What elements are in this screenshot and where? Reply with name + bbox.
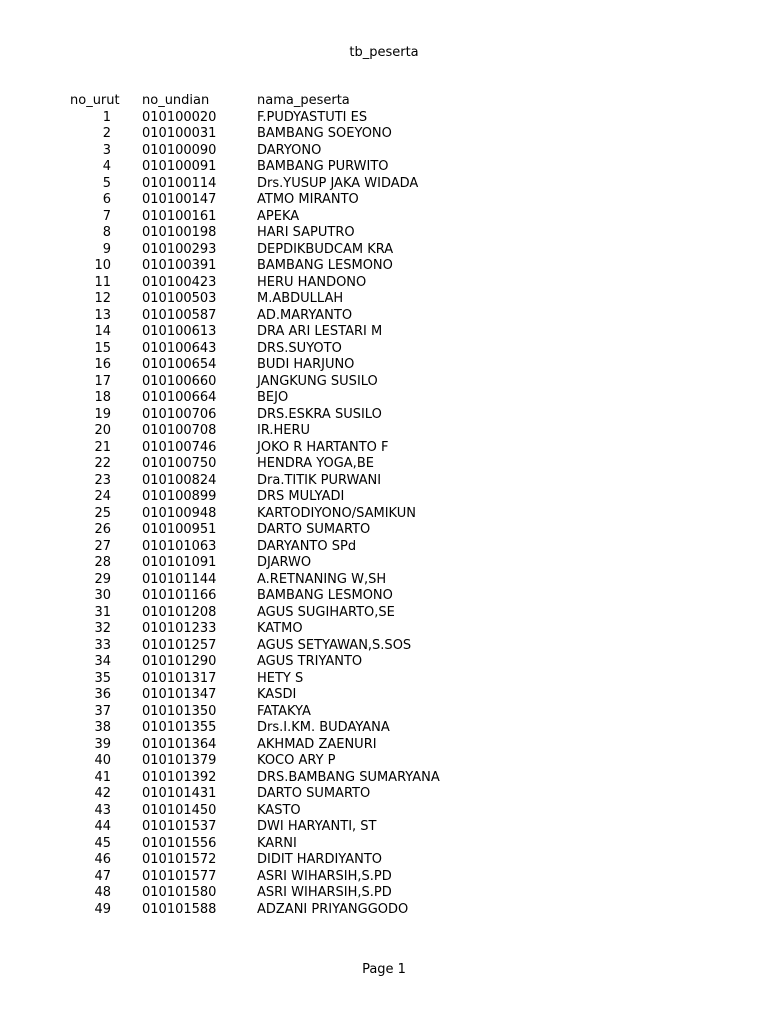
cell-nama-peserta: DARTO SUMARTO	[257, 786, 371, 801]
cell-no-undian: 010100198	[142, 225, 217, 240]
cell-nama-peserta: BAMBANG SOEYONO	[257, 126, 392, 141]
cell-nama-peserta: Drs.I.KM. BUDAYANA	[257, 720, 390, 735]
cell-nama-peserta: DARTO SUMARTO	[257, 522, 371, 537]
cell-no-urut: 26	[94, 522, 111, 537]
cell-nama-peserta: HARI SAPUTRO	[257, 225, 355, 240]
cell-no-urut: 12	[94, 291, 111, 306]
cell-no-undian: 010100750	[142, 456, 217, 471]
cell-no-undian: 010100664	[142, 390, 217, 405]
cell-no-undian: 010101144	[142, 571, 217, 587]
cell-nama-peserta: KASDI	[257, 687, 297, 702]
table-row	[0, 110, 768, 127]
cell-no-undian: 010101350	[142, 703, 217, 719]
cell-no-urut: 40	[94, 753, 111, 768]
cell-no-undian: 010100951	[142, 522, 217, 537]
cell-no-urut: 13	[94, 307, 111, 323]
cell-no-urut: 36	[94, 687, 111, 702]
table-row	[0, 803, 768, 820]
cell-no-urut: 27	[94, 538, 111, 554]
cell-no-urut: 4	[102, 159, 111, 174]
cell-nama-peserta: DRS.ESKRA SUSILO	[257, 406, 382, 422]
cell-no-urut: 42	[94, 786, 111, 801]
table-row	[0, 489, 768, 506]
cell-nama-peserta: ASRI WIHARSIH,S.PD	[257, 868, 392, 884]
cell-no-undian: 010101233	[142, 621, 217, 636]
cell-no-urut: 16	[94, 357, 111, 372]
cell-no-undian: 010100090	[142, 142, 217, 158]
cell-no-urut: 30	[94, 588, 111, 603]
cell-no-urut: 11	[94, 274, 111, 290]
cell-no-undian: 010100293	[142, 241, 217, 257]
cell-no-undian: 010101556	[142, 835, 217, 851]
cell-nama-peserta: DRS MULYADI	[257, 489, 345, 504]
cell-nama-peserta: HETY S	[257, 670, 304, 686]
table-row	[0, 159, 768, 176]
cell-no-urut: 20	[94, 423, 111, 438]
cell-nama-peserta: DWI HARYANTI, ST	[257, 819, 377, 834]
cell-nama-peserta: JANGKUNG SUSILO	[257, 373, 378, 389]
cell-nama-peserta: HERU HANDONO	[257, 274, 367, 290]
cell-nama-peserta: AD.MARYANTO	[257, 307, 353, 323]
cell-no-urut: 9	[102, 241, 111, 257]
table-row	[0, 869, 768, 886]
cell-no-urut: 29	[94, 571, 111, 587]
cell-nama-peserta: AGUS SUGIHARTO,SE	[257, 604, 395, 620]
cell-no-urut: 3	[102, 142, 111, 158]
cell-no-urut: 47	[94, 868, 111, 884]
cell-nama-peserta: DIDIT HARDIYANTO	[257, 852, 383, 867]
cell-no-undian: 010101364	[142, 736, 217, 752]
cell-nama-peserta: DJARWO	[257, 555, 312, 570]
cell-no-undian: 010100391	[142, 258, 217, 273]
cell-nama-peserta: APEKA	[257, 208, 300, 224]
cell-no-undian: 010100948	[142, 505, 217, 521]
table-row	[0, 407, 768, 424]
cell-no-urut: 28	[94, 555, 111, 570]
cell-nama-peserta: JOKO R HARTANTO F	[257, 439, 389, 455]
cell-nama-peserta: KATMO	[257, 621, 303, 636]
cell-no-undian: 010101091	[142, 555, 217, 570]
participant-table	[0, 93, 768, 918]
cell-nama-peserta: DARYONO	[257, 142, 322, 158]
cell-no-urut: 25	[94, 505, 111, 521]
cell-no-undian: 010101166	[142, 588, 217, 603]
cell-no-undian: 010100824	[142, 472, 217, 488]
cell-nama-peserta: BUDI HARJUNO	[257, 357, 355, 372]
cell-no-undian: 010101347	[142, 687, 217, 702]
cell-no-undian: 010100147	[142, 192, 217, 207]
cell-no-urut: 46	[94, 852, 111, 867]
cell-nama-peserta: IR.HERU	[257, 423, 311, 438]
cell-nama-peserta: F.PUDYASTUTI ES	[257, 109, 368, 125]
cell-no-undian: 010101450	[142, 802, 217, 818]
cell-no-urut: 7	[102, 208, 111, 224]
table-row	[0, 720, 768, 737]
cell-nama-peserta: DRS.BAMBANG SUMARYANA	[257, 769, 440, 785]
cell-no-undian: 010100708	[142, 423, 217, 438]
table-row	[0, 275, 768, 292]
cell-no-undian: 010101572	[142, 852, 217, 867]
table-row	[0, 555, 768, 572]
table-row	[0, 572, 768, 589]
table-row	[0, 258, 768, 275]
cell-no-undian: 010101290	[142, 654, 217, 669]
table-row	[0, 522, 768, 539]
cell-no-urut: 6	[102, 192, 111, 207]
cell-no-undian: 010101257	[142, 637, 217, 653]
table-row	[0, 473, 768, 490]
cell-no-undian: 010100161	[142, 208, 217, 224]
cell-no-undian: 010100091	[142, 159, 217, 174]
table-header-row	[0, 93, 768, 110]
cell-no-urut: 21	[94, 439, 111, 455]
cell-no-undian: 010101208	[142, 604, 217, 620]
cell-no-urut: 45	[94, 835, 111, 851]
cell-no-urut: 23	[94, 472, 111, 488]
table-row	[0, 456, 768, 473]
cell-no-undian: 010101588	[142, 901, 217, 917]
cell-no-urut: 5	[102, 175, 111, 191]
cell-no-undian: 010100654	[142, 357, 217, 372]
table-row	[0, 621, 768, 638]
cell-no-urut: 31	[94, 604, 111, 620]
cell-no-undian: 010101317	[142, 670, 217, 686]
cell-nama-peserta: KASTO	[257, 802, 301, 818]
table-row	[0, 143, 768, 160]
cell-no-undian: 010100587	[142, 307, 217, 323]
cell-nama-peserta: M.ABDULLAH	[257, 291, 344, 306]
table-row	[0, 671, 768, 688]
cell-nama-peserta: HENDRA YOGA,BE	[257, 456, 374, 471]
table-row	[0, 819, 768, 836]
cell-nama-peserta: KARTODIYONO/SAMIKUN	[257, 505, 416, 521]
cell-no-undian: 010101392	[142, 769, 217, 785]
cell-no-undian: 010100020	[142, 109, 217, 125]
cell-nama-peserta: ATMO MIRANTO	[257, 192, 359, 207]
table-row	[0, 836, 768, 853]
table-row	[0, 324, 768, 341]
cell-nama-peserta: FATAKYA	[257, 703, 311, 719]
cell-nama-peserta: DARYANTO SPd	[257, 538, 357, 554]
cell-nama-peserta: AKHMAD ZAENURI	[257, 736, 377, 752]
table-row	[0, 126, 768, 143]
cell-nama-peserta: BEJO	[257, 390, 289, 405]
cell-no-urut: 48	[94, 885, 111, 900]
cell-no-undian: 010100643	[142, 340, 217, 356]
table-row	[0, 192, 768, 209]
cell-no-undian: 010100423	[142, 274, 217, 290]
cell-nama-peserta: DRA ARI LESTARI M	[257, 324, 383, 339]
cell-no-undian: 010101063	[142, 538, 217, 554]
table-row	[0, 852, 768, 869]
cell-no-undian: 010100660	[142, 373, 217, 389]
table-row	[0, 374, 768, 391]
cell-nama-peserta: Dra.TITIK PURWANI	[257, 472, 382, 488]
cell-no-urut: 24	[94, 489, 111, 504]
cell-no-urut: 18	[94, 390, 111, 405]
page-title: tb_peserta	[349, 45, 419, 60]
cell-no-undian: 010100706	[142, 406, 217, 422]
cell-nama-peserta: DRS.SUYOTO	[257, 340, 342, 356]
table-row	[0, 605, 768, 622]
cell-no-urut: 33	[94, 637, 111, 653]
cell-no-urut: 22	[94, 456, 111, 471]
cell-no-urut: 8	[102, 225, 111, 240]
cell-nama-peserta: DEPDIKBUDCAM KRA	[257, 241, 394, 257]
cell-no-urut: 38	[94, 720, 111, 735]
table-row	[0, 225, 768, 242]
cell-no-undian: 010101580	[142, 885, 217, 900]
cell-no-urut: 39	[94, 736, 111, 752]
table-row	[0, 308, 768, 325]
cell-nama-peserta: BAMBANG PURWITO	[257, 159, 389, 174]
cell-no-urut: 34	[94, 654, 111, 669]
cell-nama-peserta: AGUS SETYAWAN,S.SOS	[257, 637, 412, 653]
column-header-no-urut: no_urut	[70, 93, 120, 108]
table-row	[0, 506, 768, 523]
cell-no-urut: 19	[94, 406, 111, 422]
cell-no-urut: 37	[94, 703, 111, 719]
cell-no-urut: 10	[94, 258, 111, 273]
page-number: Page 1	[362, 962, 406, 977]
table-row	[0, 704, 768, 721]
cell-no-urut: 44	[94, 819, 111, 834]
table-row	[0, 539, 768, 556]
cell-no-undian: 010101431	[142, 786, 217, 801]
table-row	[0, 209, 768, 226]
cell-no-undian: 010100503	[142, 291, 217, 306]
cell-no-urut: 15	[94, 340, 111, 356]
table-row	[0, 423, 768, 440]
cell-no-undian: 010101355	[142, 720, 217, 735]
cell-no-undian: 010100613	[142, 324, 217, 339]
cell-no-urut: 2	[102, 126, 111, 141]
cell-no-urut: 14	[94, 324, 111, 339]
column-header-no-undian: no_undian	[142, 93, 210, 108]
cell-no-undian: 010101537	[142, 819, 217, 834]
cell-no-undian: 010100746	[142, 439, 217, 455]
cell-nama-peserta: KARNI	[257, 835, 297, 851]
cell-no-urut: 41	[94, 769, 111, 785]
cell-nama-peserta: ADZANI PRIYANGGODO	[257, 901, 409, 917]
table-row	[0, 588, 768, 605]
table-row	[0, 885, 768, 902]
table-row	[0, 357, 768, 374]
table-row	[0, 390, 768, 407]
table-row	[0, 440, 768, 457]
table-row	[0, 786, 768, 803]
table-row	[0, 770, 768, 787]
cell-nama-peserta: KOCO ARY P	[257, 753, 336, 768]
table-row	[0, 242, 768, 259]
table-row	[0, 291, 768, 308]
column-header-nama-peserta: nama_peserta	[257, 93, 350, 108]
cell-no-undian: 010101577	[142, 868, 217, 884]
table-row	[0, 341, 768, 358]
cell-nama-peserta: BAMBANG LESMONO	[257, 258, 393, 273]
table-row	[0, 638, 768, 655]
cell-no-urut: 17	[94, 373, 111, 389]
cell-no-urut: 32	[94, 621, 111, 636]
cell-nama-peserta: Drs.YUSUP JAKA WIDADA	[257, 175, 419, 191]
cell-nama-peserta: ASRI WIHARSIH,S.PD	[257, 885, 392, 900]
table-row	[0, 902, 768, 919]
table-row	[0, 687, 768, 704]
table-row	[0, 654, 768, 671]
table-row	[0, 176, 768, 193]
cell-nama-peserta: AGUS TRIYANTO	[257, 654, 363, 669]
cell-no-undian: 010101379	[142, 753, 217, 768]
cell-no-urut: 43	[94, 802, 111, 818]
cell-no-undian: 010100899	[142, 489, 217, 504]
cell-no-urut: 1	[102, 109, 111, 125]
cell-no-undian: 010100114	[142, 175, 217, 191]
cell-no-undian: 010100031	[142, 126, 217, 141]
table-row	[0, 753, 768, 770]
table-row	[0, 737, 768, 754]
cell-nama-peserta: A.RETNANING W,SH	[257, 571, 387, 587]
cell-no-urut: 35	[94, 670, 111, 686]
cell-nama-peserta: BAMBANG LESMONO	[257, 588, 393, 603]
cell-no-urut: 49	[94, 901, 111, 917]
